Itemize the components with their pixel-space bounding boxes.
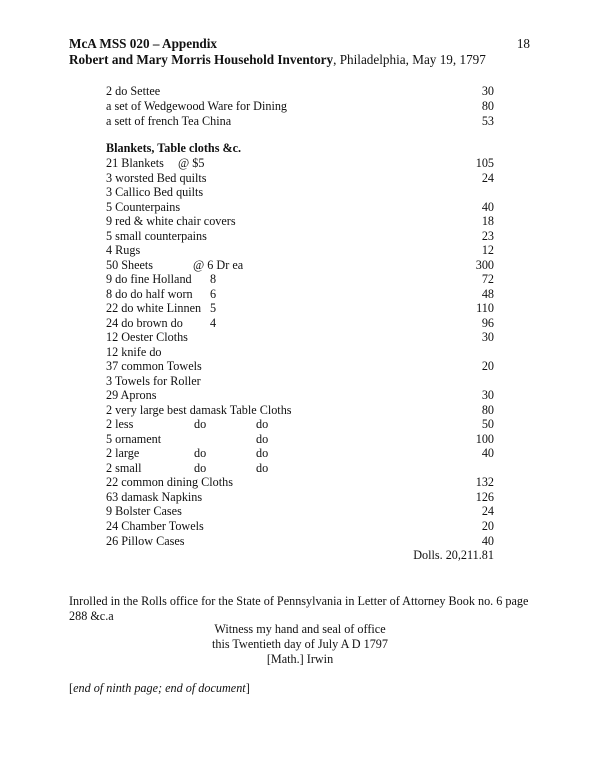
inventory-row: [106, 114, 494, 128]
inventory-row: [106, 156, 494, 170]
end-note-open: [: [69, 681, 74, 695]
item-description: a sett of french Tea China: [106, 113, 232, 128]
item-description: 26 Pillow Cases: [106, 533, 185, 548]
item-amount: 23: [481, 228, 494, 243]
inventory-row: [106, 99, 494, 113]
item-description: 29 Aprons: [106, 388, 157, 403]
item-description: 3 worsted Bed quilts: [106, 170, 207, 185]
item-description: 2 very large best damask Table Cloths: [106, 402, 292, 417]
item-rate: @ $5: [178, 156, 205, 170]
inventory-row: [106, 258, 494, 272]
item-description: 21 Blankets: [106, 156, 164, 170]
inventory-row: [106, 446, 494, 460]
inventory-row: [106, 229, 494, 243]
item-rate: 4: [210, 315, 217, 330]
inventory-row: [106, 461, 494, 475]
item-amount: 300: [475, 257, 494, 272]
item-ditto: do: [256, 460, 269, 475]
item-description: 3 Callico Bed quilts: [106, 185, 204, 200]
item-description: 2 do Settee: [106, 84, 161, 98]
item-amount: 40: [481, 533, 494, 548]
item-amount: 30: [481, 330, 494, 345]
item-description: 24 do brown do: [106, 315, 183, 330]
item-description: 3 Towels for Roller: [106, 373, 201, 388]
item-amount: 30: [481, 84, 494, 98]
item-rate: 8: [210, 272, 217, 287]
witness-line-1: Witness my hand and seal of office: [214, 622, 386, 636]
inventory-row: [106, 287, 494, 301]
item-description: 9 do fine Holland: [106, 272, 192, 287]
witness-line-2: this Twentieth day of July A D 1797: [212, 637, 388, 651]
item-description: 9 Bolster Cases: [106, 504, 182, 519]
item-description: 2 small: [106, 460, 142, 475]
item-description: 4 Rugs: [106, 243, 141, 258]
item-amount: 40: [481, 446, 494, 461]
inventory-row: [106, 432, 494, 446]
collection-title: McA MSS 020 – Appendix: [69, 36, 218, 51]
enrollment-note: Inrolled in the Rolls office for the State of Pennsylvania in Letter of Attorney Book no. 6 page 288 &c.a: [69, 594, 529, 623]
inventory-row: [106, 417, 494, 431]
item-description: 22 common dining Cloths: [106, 475, 233, 490]
item-amount: 105: [475, 156, 494, 170]
item-description: a set of Wedgewood Ware for Dining: [106, 98, 288, 113]
document-title: [69, 53, 486, 66]
inventory-row: [106, 330, 494, 344]
end-note: [69, 681, 250, 695]
item-amount: 50: [481, 417, 494, 432]
item-amount: 12: [481, 243, 494, 258]
item-description: 9 red & white chair covers: [106, 214, 236, 229]
inventory-row: [106, 272, 494, 286]
item-rate: 5: [210, 301, 217, 316]
inventory-row: [106, 490, 494, 504]
item-amount: 20: [481, 359, 494, 374]
item-amount: 80: [481, 98, 494, 113]
inventory-row: [106, 504, 494, 518]
inventory-row: [106, 345, 494, 359]
witness-signature: [Math.] Irwin: [266, 652, 334, 666]
item-description: 63 damask Napkins: [106, 489, 203, 504]
item-amount: 24: [481, 170, 494, 185]
inventory-row: [106, 403, 494, 417]
inventory-row: [106, 519, 494, 533]
inventory-row: [106, 359, 494, 373]
inventory-row: [106, 214, 494, 228]
inventory-row: [106, 185, 494, 199]
item-description: 5 Counterpains: [106, 199, 181, 214]
item-rate: do: [194, 417, 207, 432]
item-amount: 18: [481, 214, 494, 229]
item-rate: 6: [210, 286, 217, 301]
item-rate: do: [194, 446, 207, 461]
item-amount: 53: [481, 113, 494, 128]
inventory-row: [106, 316, 494, 330]
item-description: 12 Oester Cloths: [106, 330, 188, 345]
inventory-row: [106, 374, 494, 388]
item-amount: 30: [481, 388, 494, 403]
end-note-close: ]: [245, 681, 250, 695]
item-ditto: do: [256, 431, 269, 446]
inventory-row: [106, 171, 494, 185]
inventory-row: [106, 475, 494, 489]
item-description: 5 ornament: [106, 431, 162, 446]
inventory-row: [106, 243, 494, 257]
item-amount: 40: [481, 199, 494, 214]
item-description: 5 small counterpains: [106, 228, 207, 243]
document-title-bold: Robert and Mary Morris Household Inventory: [69, 52, 334, 67]
item-rate: do: [194, 460, 207, 475]
item-description: 50 Sheets: [106, 257, 154, 272]
inventory-row: [106, 200, 494, 214]
item-description: 24 Chamber Towels: [106, 519, 204, 533]
page-number: 18: [516, 36, 530, 51]
item-amount: 132: [475, 475, 494, 490]
inventory-row: [106, 534, 494, 548]
item-amount: 96: [481, 315, 494, 330]
item-ditto: do: [256, 446, 269, 461]
item-description: 2 large: [106, 446, 140, 461]
item-description: 12 knife do: [106, 344, 162, 359]
item-amount: 24: [481, 504, 494, 519]
item-amount: 100: [475, 431, 494, 446]
item-ditto: do: [256, 417, 269, 432]
item-description: 8 do do half worn: [106, 286, 193, 301]
item-rate: @ 6 Dr ea: [193, 257, 244, 272]
document-title-rest: , Philadelphia, May 19, 1797: [333, 52, 486, 67]
end-note-text: end of ninth page; end of document: [73, 681, 246, 695]
item-amount: 80: [481, 402, 494, 417]
inventory-row: [106, 388, 494, 402]
item-amount: 72: [481, 272, 494, 287]
inventory-row: [106, 84, 494, 98]
item-description: 37 common Towels: [106, 359, 202, 374]
item-amount: 110: [476, 301, 494, 316]
item-amount: 126: [475, 489, 494, 504]
item-amount: 20: [481, 519, 494, 533]
section-heading: Blankets, Table cloths &c.: [106, 141, 242, 155]
total-amount: Dolls. 20,211.81: [413, 548, 494, 562]
item-description: 22 do white Linnen: [106, 301, 202, 316]
inventory-row: [106, 301, 494, 315]
item-description: 2 less: [106, 417, 134, 432]
item-amount: 48: [481, 286, 494, 301]
